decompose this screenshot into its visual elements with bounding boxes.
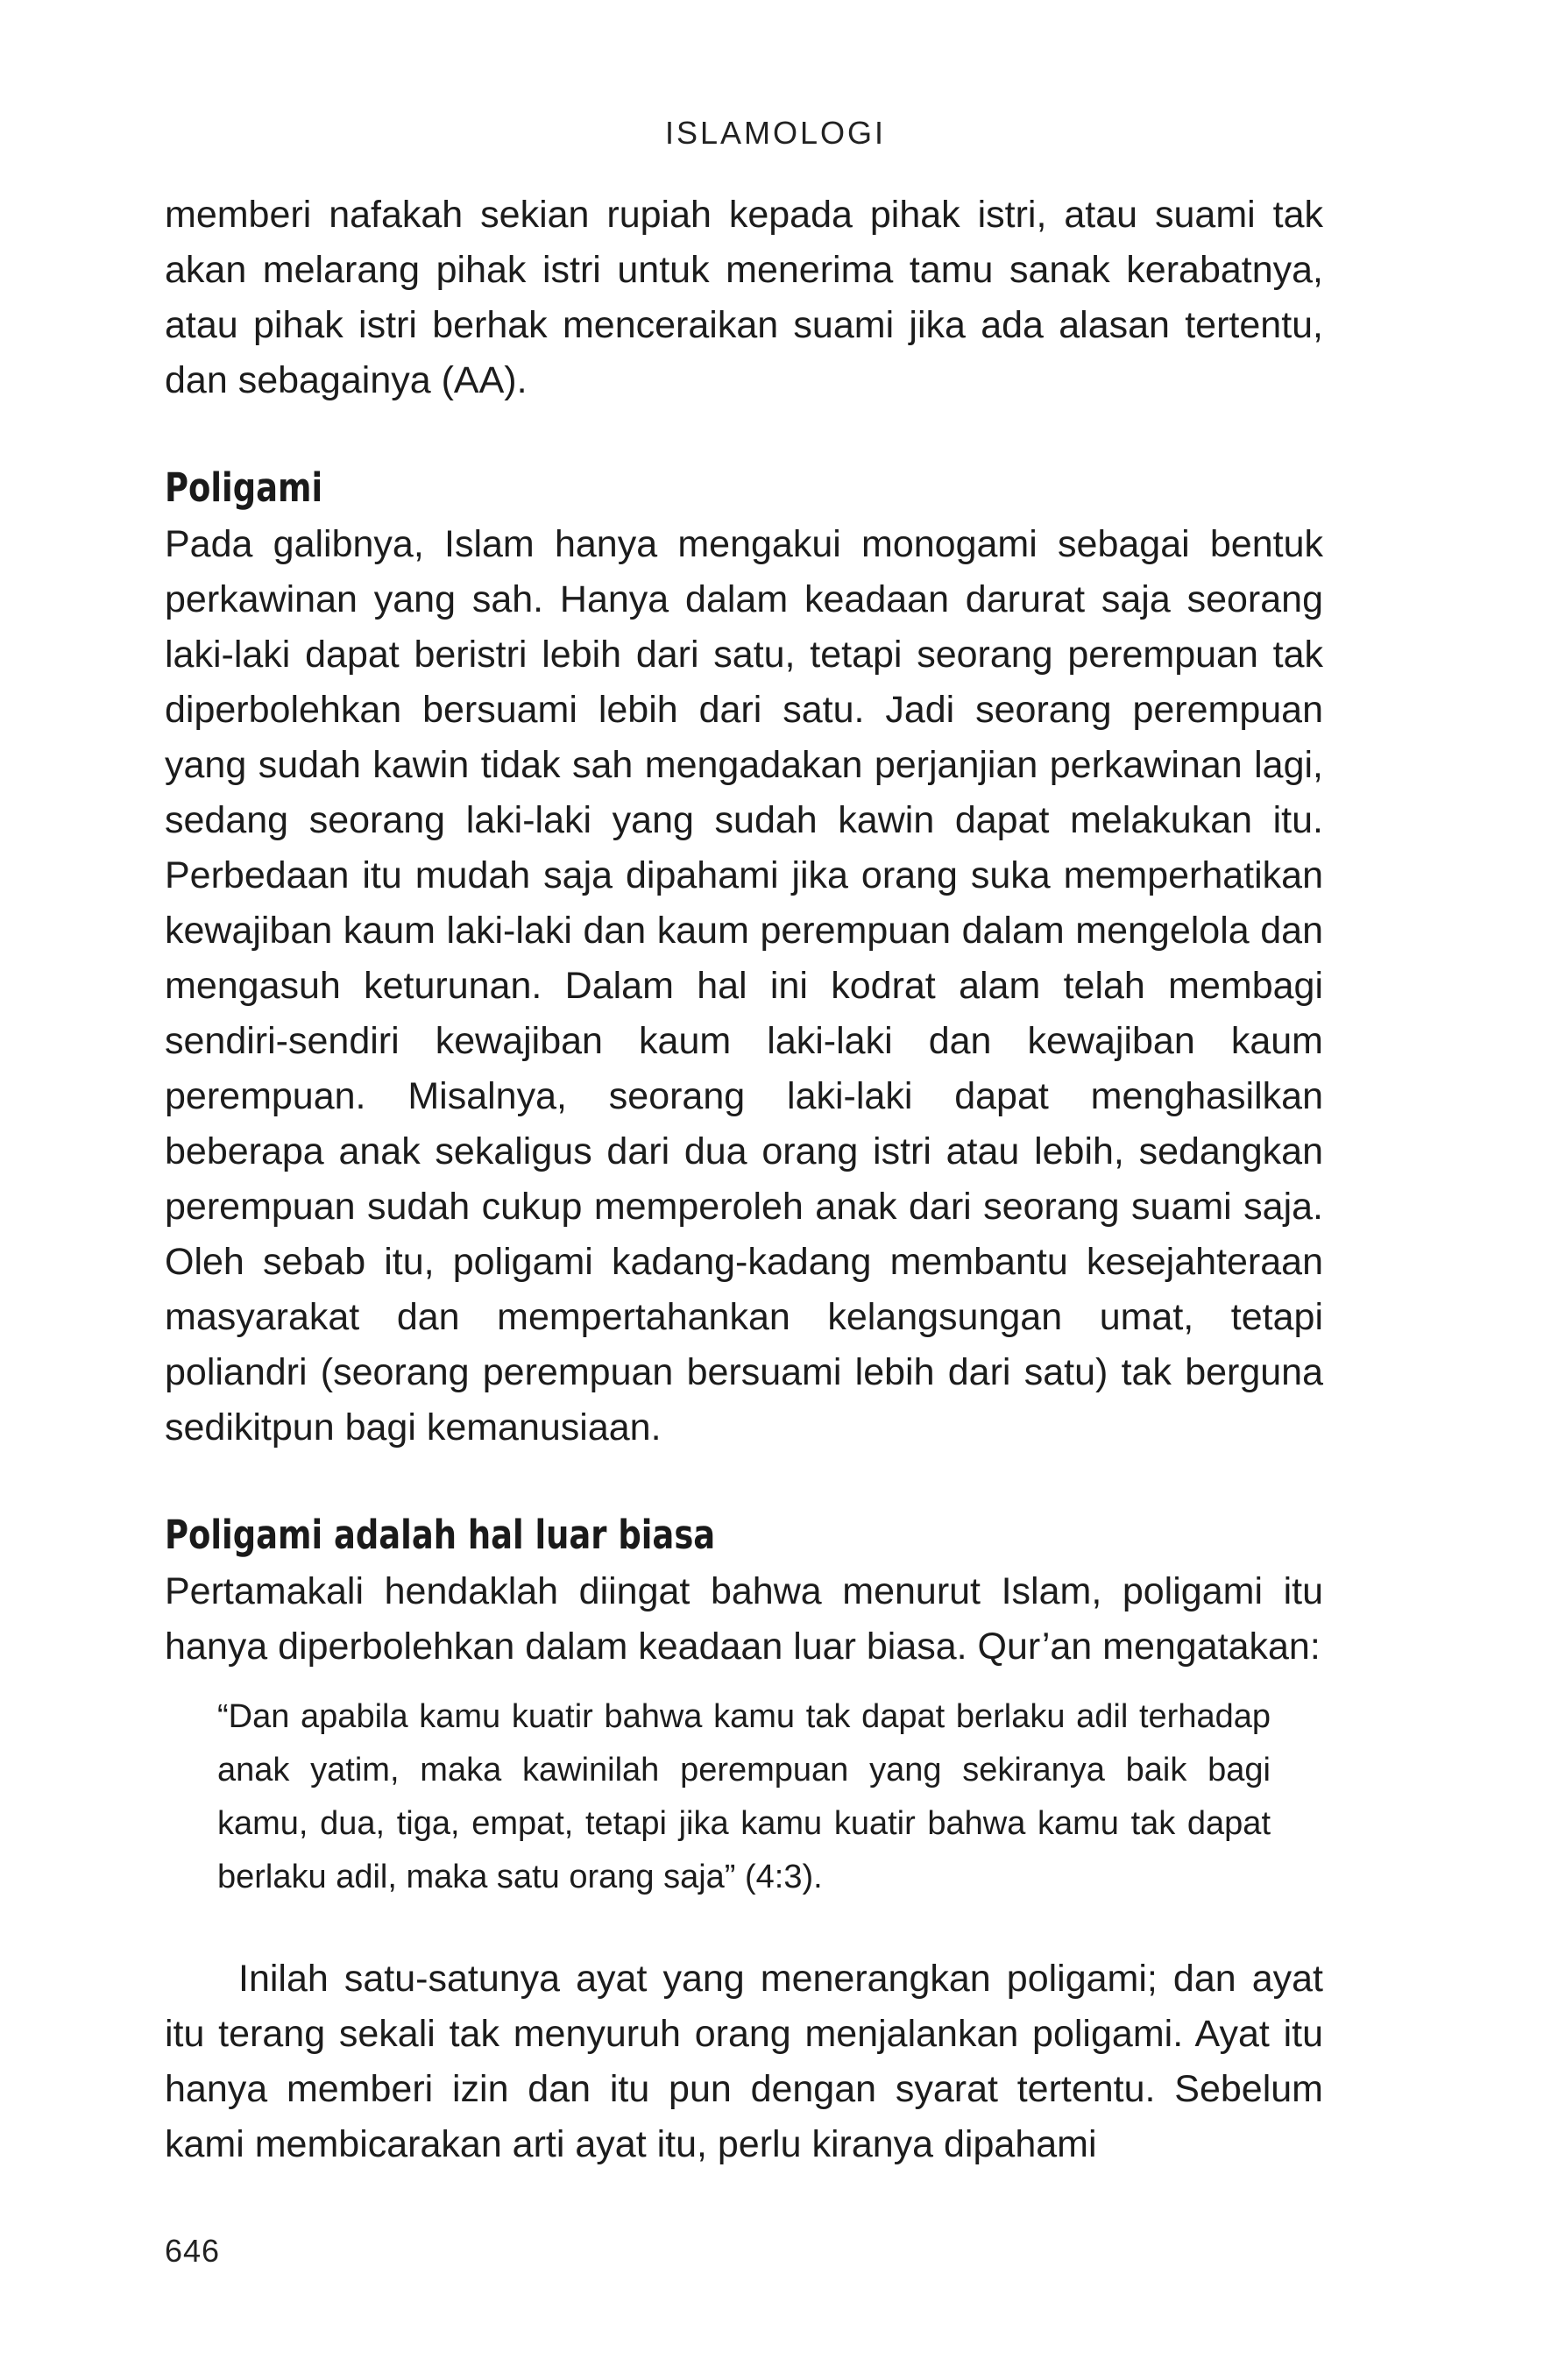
intro-paragraph: memberi nafakah sekian rupiah kepada pihak istri, atau suami tak akan melarang pihak istri untuk menerima tamu sanak kerabatnya, atau pihak istri berhak menceraikan suami jika ada alasan tertentu, dan sebagainya (AA). [165,194,1323,401]
page-number: 646 [165,2233,221,2269]
poligami-paragraph: Pada galibnya, Islam hanya mengakui monogami sebagai bentuk perkawinan yang sah. Hanya dalam keadaan darurat saja seorang laki-laki dapat beristri lebih dari satu, tetapi seorang perempuan tak diperbolehkan bersuami lebih dari satu. Jadi seorang perempuan yang sudah kawin tidak sah mengadakan perjanjian perkawinan lagi, sedang seorang laki-laki yang sudah kawin dapat melakukan itu. Perbedaan itu mudah saja dipahami jika orang suka memperhatikan kewajiban kaum laki-laki dan kaum perempuan dalam mengelola dan mengasuh keturunan. Dalam hal ini kodrat alam telah membagi sendiri-sendiri kewajiban kaum laki-laki dan kewajiban kaum perempuan. Misalnya, seorang laki-laki dapat menghasilkan beberapa anak sekaligus dari dua orang istri atau lebih, sedangkan perempuan sudah cukup memperoleh anak dari seorang suami saja. Oleh sebab itu, poligami kadang-kadang membantu kesejahteraan masyarakat dan mempertahankan kelangsungan umat, tetapi poliandri (seorang perempuan bersuami lebih dari satu) tak berguna sedikitpun bagi kemanusiaan. [165,523,1323,1449]
closing-paragraph: Inilah satu-satunya ayat yang menerangkan poligami; dan ayat itu terang sekali tak menyuruh orang menjalankan poligami. Ayat itu hanya memberi izin dan itu pun dengan syarat tertentu. Sebelum kami membicarakan arti ayat itu, perlu kiranya dipahami [165,1958,1323,2165]
quran-quote: “Dan apabila kamu kuatir bahwa kamu tak dapat berlaku adil terhadap anak yatim, maka kawinilah perempuan yang sekiranya baik bagi kamu, dua, tiga, empat, tetapi jika kamu kuatir bahwa kamu tak dapat berlaku adil, maka satu orang saja” (4:3). [217,1698,1271,1895]
luar-biasa-paragraph: Pertamakali hendaklah diingat bahwa menurut Islam, poligami itu hanya diperbolehkan dalam keadaan luar biasa. Qur’an mengatakan: [165,1570,1323,1668]
section-heading-luar-biasa: Poligami adalah hal luar biasa [165,1512,716,1558]
page-content [165,188,1323,2172]
section-heading-poligami: Poligami [165,464,323,511]
running-head: ISLAMOLOGI [664,115,887,151]
